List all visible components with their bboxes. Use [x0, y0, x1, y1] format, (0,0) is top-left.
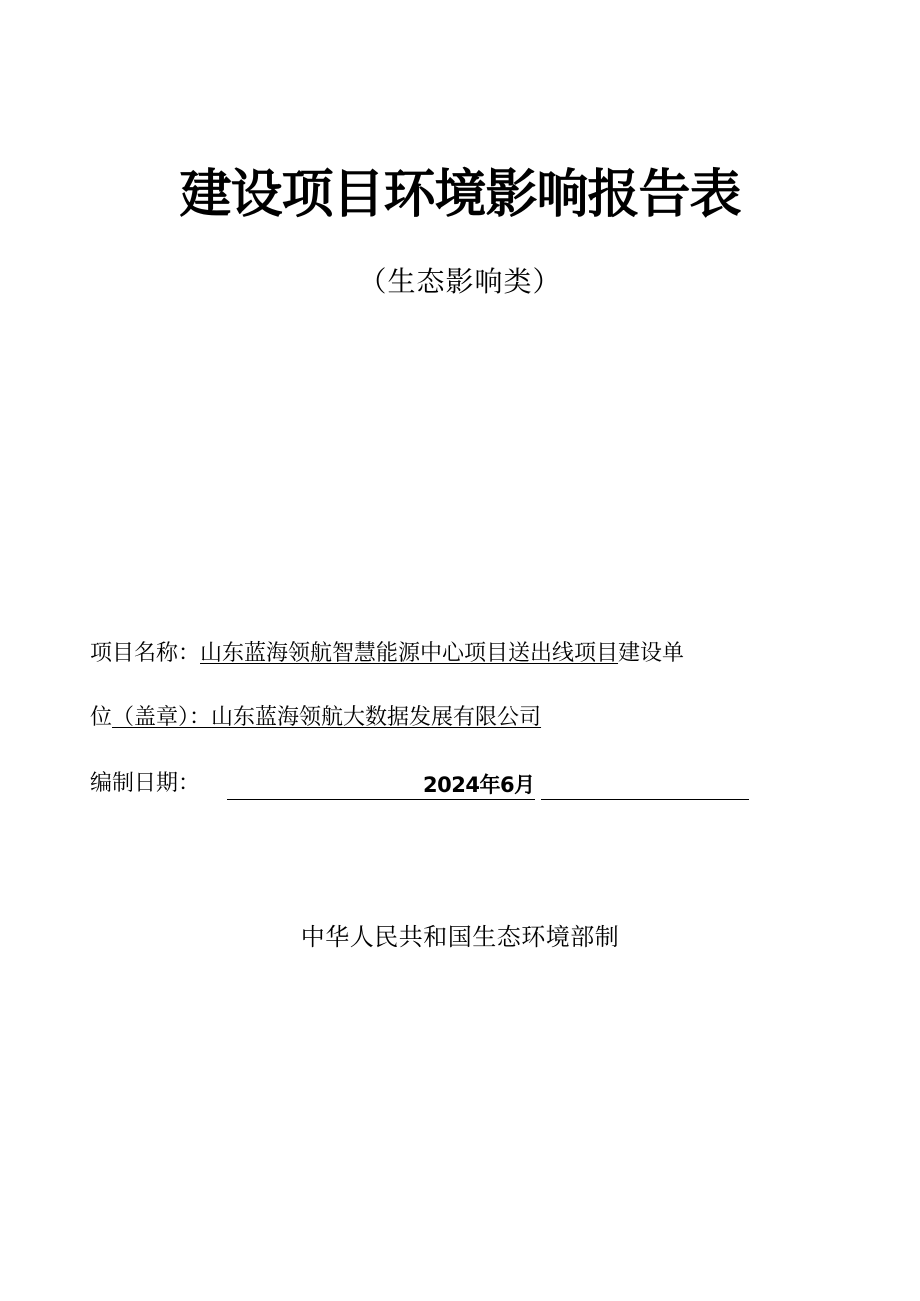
date-row [90, 768, 749, 800]
construction-unit-value: 山东蓝海领航大数据发展有限公司 [211, 705, 542, 730]
construction-unit-row [90, 702, 541, 734]
date-value: 2024年6月 [423, 771, 535, 800]
unit-label-part3: （盖章）： [112, 705, 212, 730]
project-name-label: 项目名称： [90, 641, 201, 666]
unit-label-part2: 位 [90, 705, 113, 730]
document-subtitle: （生态影响类） [358, 265, 562, 298]
document-title: 建设项目环境影响报告表 [179, 165, 741, 225]
date-label: 编制日期： [90, 771, 201, 796]
date-blank-left [227, 775, 423, 800]
project-name-value: 山东蓝海领航智慧能源中心项目送出线项目 [200, 641, 619, 666]
project-name-row [90, 638, 684, 670]
unit-label-part1: 建设单 [618, 641, 685, 666]
date-blank-right [541, 775, 749, 800]
issuer-line: 中华人民共和国生态环境部制 [300, 923, 620, 951]
